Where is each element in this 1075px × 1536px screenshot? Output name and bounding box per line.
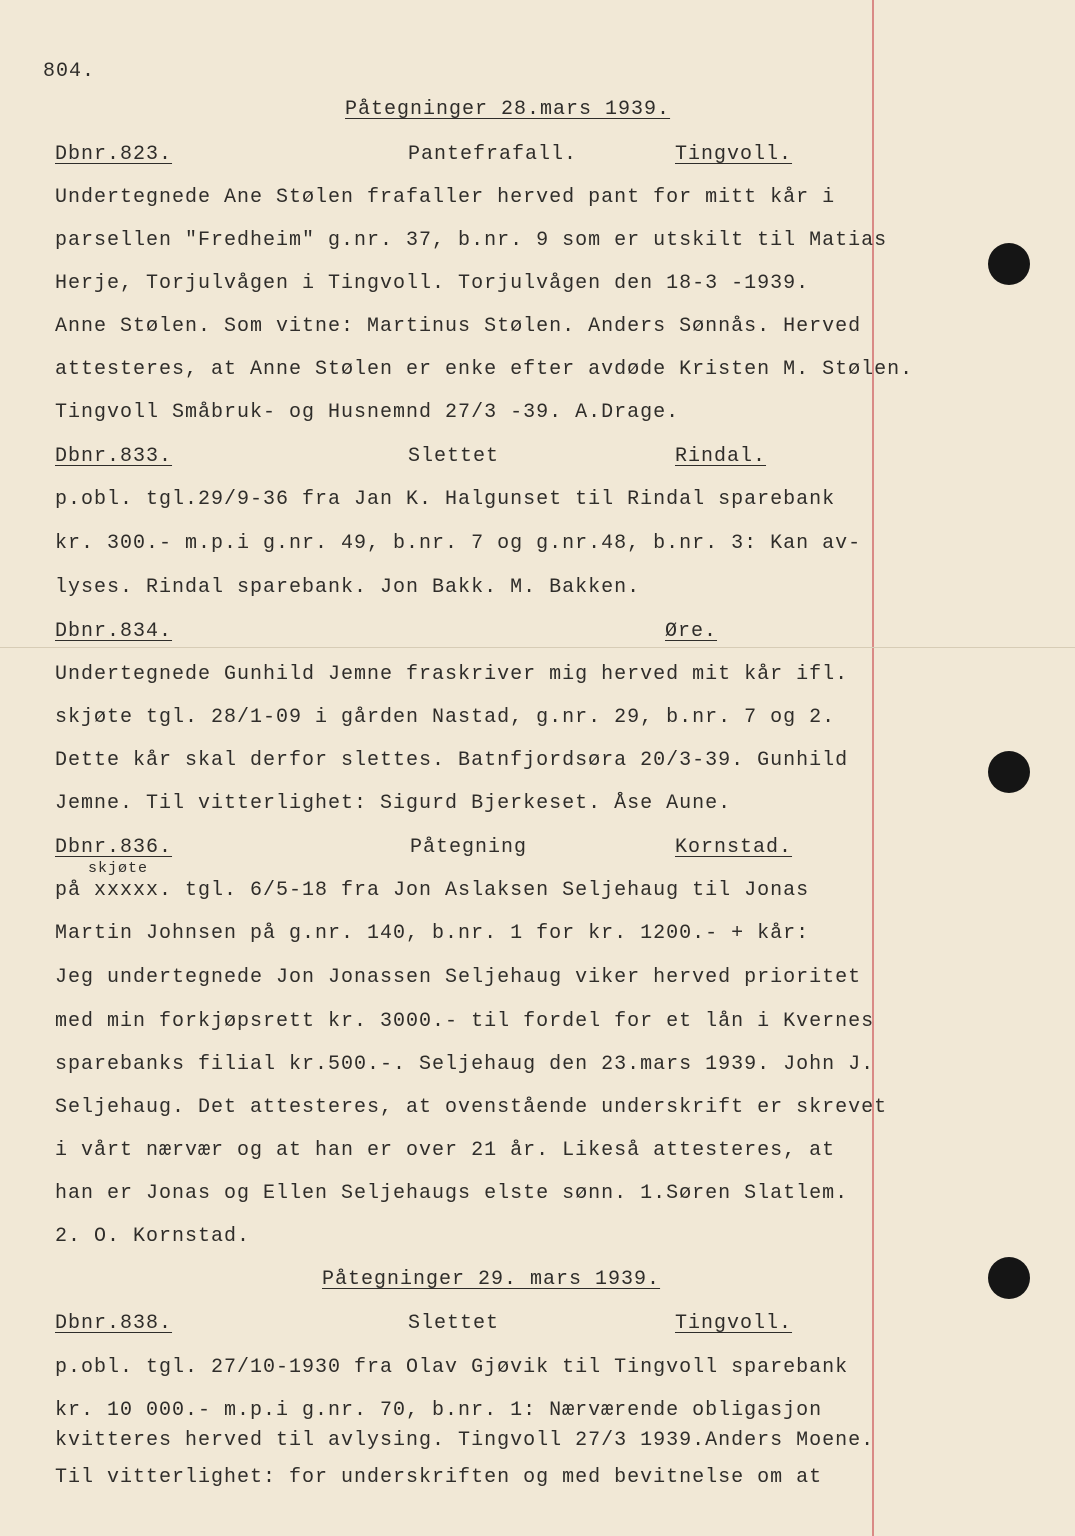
entry-number: Dbnr.838. — [55, 1312, 173, 1335]
entry-place: Øre. — [665, 620, 718, 643]
entry-line: 2. O. Kornstad. — [55, 1225, 251, 1248]
entry-number: Dbnr.823. — [55, 143, 173, 166]
entry-line: lyses. Rindal sparebank. Jon Bakk. M. Bakken. — [55, 576, 641, 599]
entry-type: Pantefrafall. — [408, 143, 578, 166]
entry-line: med min forkjøpsrett kr. 3000.- til fordel for et lån i Kvernes — [55, 1010, 875, 1033]
entry-type: Slettet — [408, 1312, 500, 1335]
punch-hole-icon — [988, 243, 1030, 285]
entry-line: kvitteres herved til avlysing. Tingvoll 27/3 1939.Anders Moene. — [55, 1429, 875, 1452]
entry-place: Tingvoll. — [675, 1312, 793, 1335]
entry-place: Kornstad. — [675, 836, 793, 859]
entry-line: p.obl. tgl.29/9-36 fra Jan K. Halgunset til Rindal sparebank — [55, 488, 836, 511]
entry-line: attesteres, at Anne Stølen er enke efter avdøde Kristen M. Stølen. — [55, 358, 914, 381]
entry-line: Seljehaug. Det attesteres, at ovenstående underskrift er skrevet — [55, 1096, 888, 1119]
page-number: 804. — [43, 60, 96, 83]
entry-line: sparebanks filial kr.500.-. Seljehaug den 23.mars 1939. John J. — [55, 1053, 875, 1076]
entry-line: kr. 300.- m.p.i g.nr. 49, b.nr. 7 og g.nr.48, b.nr. 3: Kan av- — [55, 532, 862, 555]
entry-number: Dbnr.834. — [55, 620, 173, 643]
entry-line: Jeg undertegnede Jon Jonassen Seljehaug viker herved prioritet — [55, 966, 862, 989]
entry-line: Anne Stølen. Som vitne: Martinus Stølen. Anders Sønnås. Herved — [55, 315, 862, 338]
entry-line: han er Jonas og Ellen Seljehaugs elste sønn. 1.Søren Slatlem. — [55, 1182, 849, 1205]
entry-line: Til vitterlighet: for underskriften og med bevitnelse om at — [55, 1466, 823, 1489]
entry-line: Undertegnede Gunhild Jemne fraskriver mig herved mit kår ifl. — [55, 663, 849, 686]
entry-line: i vårt nærvær og at han er over 21 år. Likeså attesteres, at — [55, 1139, 836, 1162]
entry-line: Dette kår skal derfor slettes. Batnfjordsøra 20/3-39. Gunhild — [55, 749, 849, 772]
entry-line: skjøte tgl. 28/1-09 i gården Nastad, g.nr. 29, b.nr. 7 og 2. — [55, 706, 836, 729]
entry-line: Herje, Torjulvågen i Tingvoll. Torjulvågen den 18-3 -1939. — [55, 272, 810, 295]
entry-line: kr. 10 000.- m.p.i g.nr. 70, b.nr. 1: Nærværende obligasjon — [55, 1399, 823, 1422]
punch-hole-icon — [988, 1257, 1030, 1299]
entry-line: parsellen "Fredheim" g.nr. 37, b.nr. 9 som er utskilt til Matias — [55, 229, 888, 252]
entry-place: Tingvoll. — [675, 143, 793, 166]
section-heading: Påtegninger 29. mars 1939. — [322, 1268, 661, 1291]
entry-line: p.obl. tgl. 27/10-1930 fra Olav Gjøvik til Tingvoll sparebank — [55, 1356, 849, 1379]
entry-line: Jemne. Til vitterlighet: Sigurd Bjerkeset. Åse Aune. — [55, 792, 732, 815]
handwritten-insertion: skjøte — [88, 860, 149, 877]
entry-number: Dbnr.833. — [55, 445, 173, 468]
page-crease — [0, 647, 1075, 648]
entry-place: Rindal. — [675, 445, 767, 468]
entry-number: Dbnr.836. — [55, 836, 173, 859]
entry-line: Tingvoll Småbruk- og Husnemnd 27/3 -39. A.Drage. — [55, 401, 680, 424]
entry-line: på xxxxx. tgl. 6/5-18 fra Jon Aslaksen Seljehaug til Jonas — [55, 879, 810, 902]
entry-line: Martin Johnsen på g.nr. 140, b.nr. 1 for kr. 1200.- + kår: — [55, 922, 810, 945]
section-heading: Påtegninger 28.mars 1939. — [345, 98, 671, 121]
entry-type: Slettet — [408, 445, 500, 468]
punch-hole-icon — [988, 751, 1030, 793]
entry-line: Undertegnede Ane Stølen frafaller herved pant for mitt kår i — [55, 186, 836, 209]
entry-type: Påtegning — [410, 836, 528, 859]
